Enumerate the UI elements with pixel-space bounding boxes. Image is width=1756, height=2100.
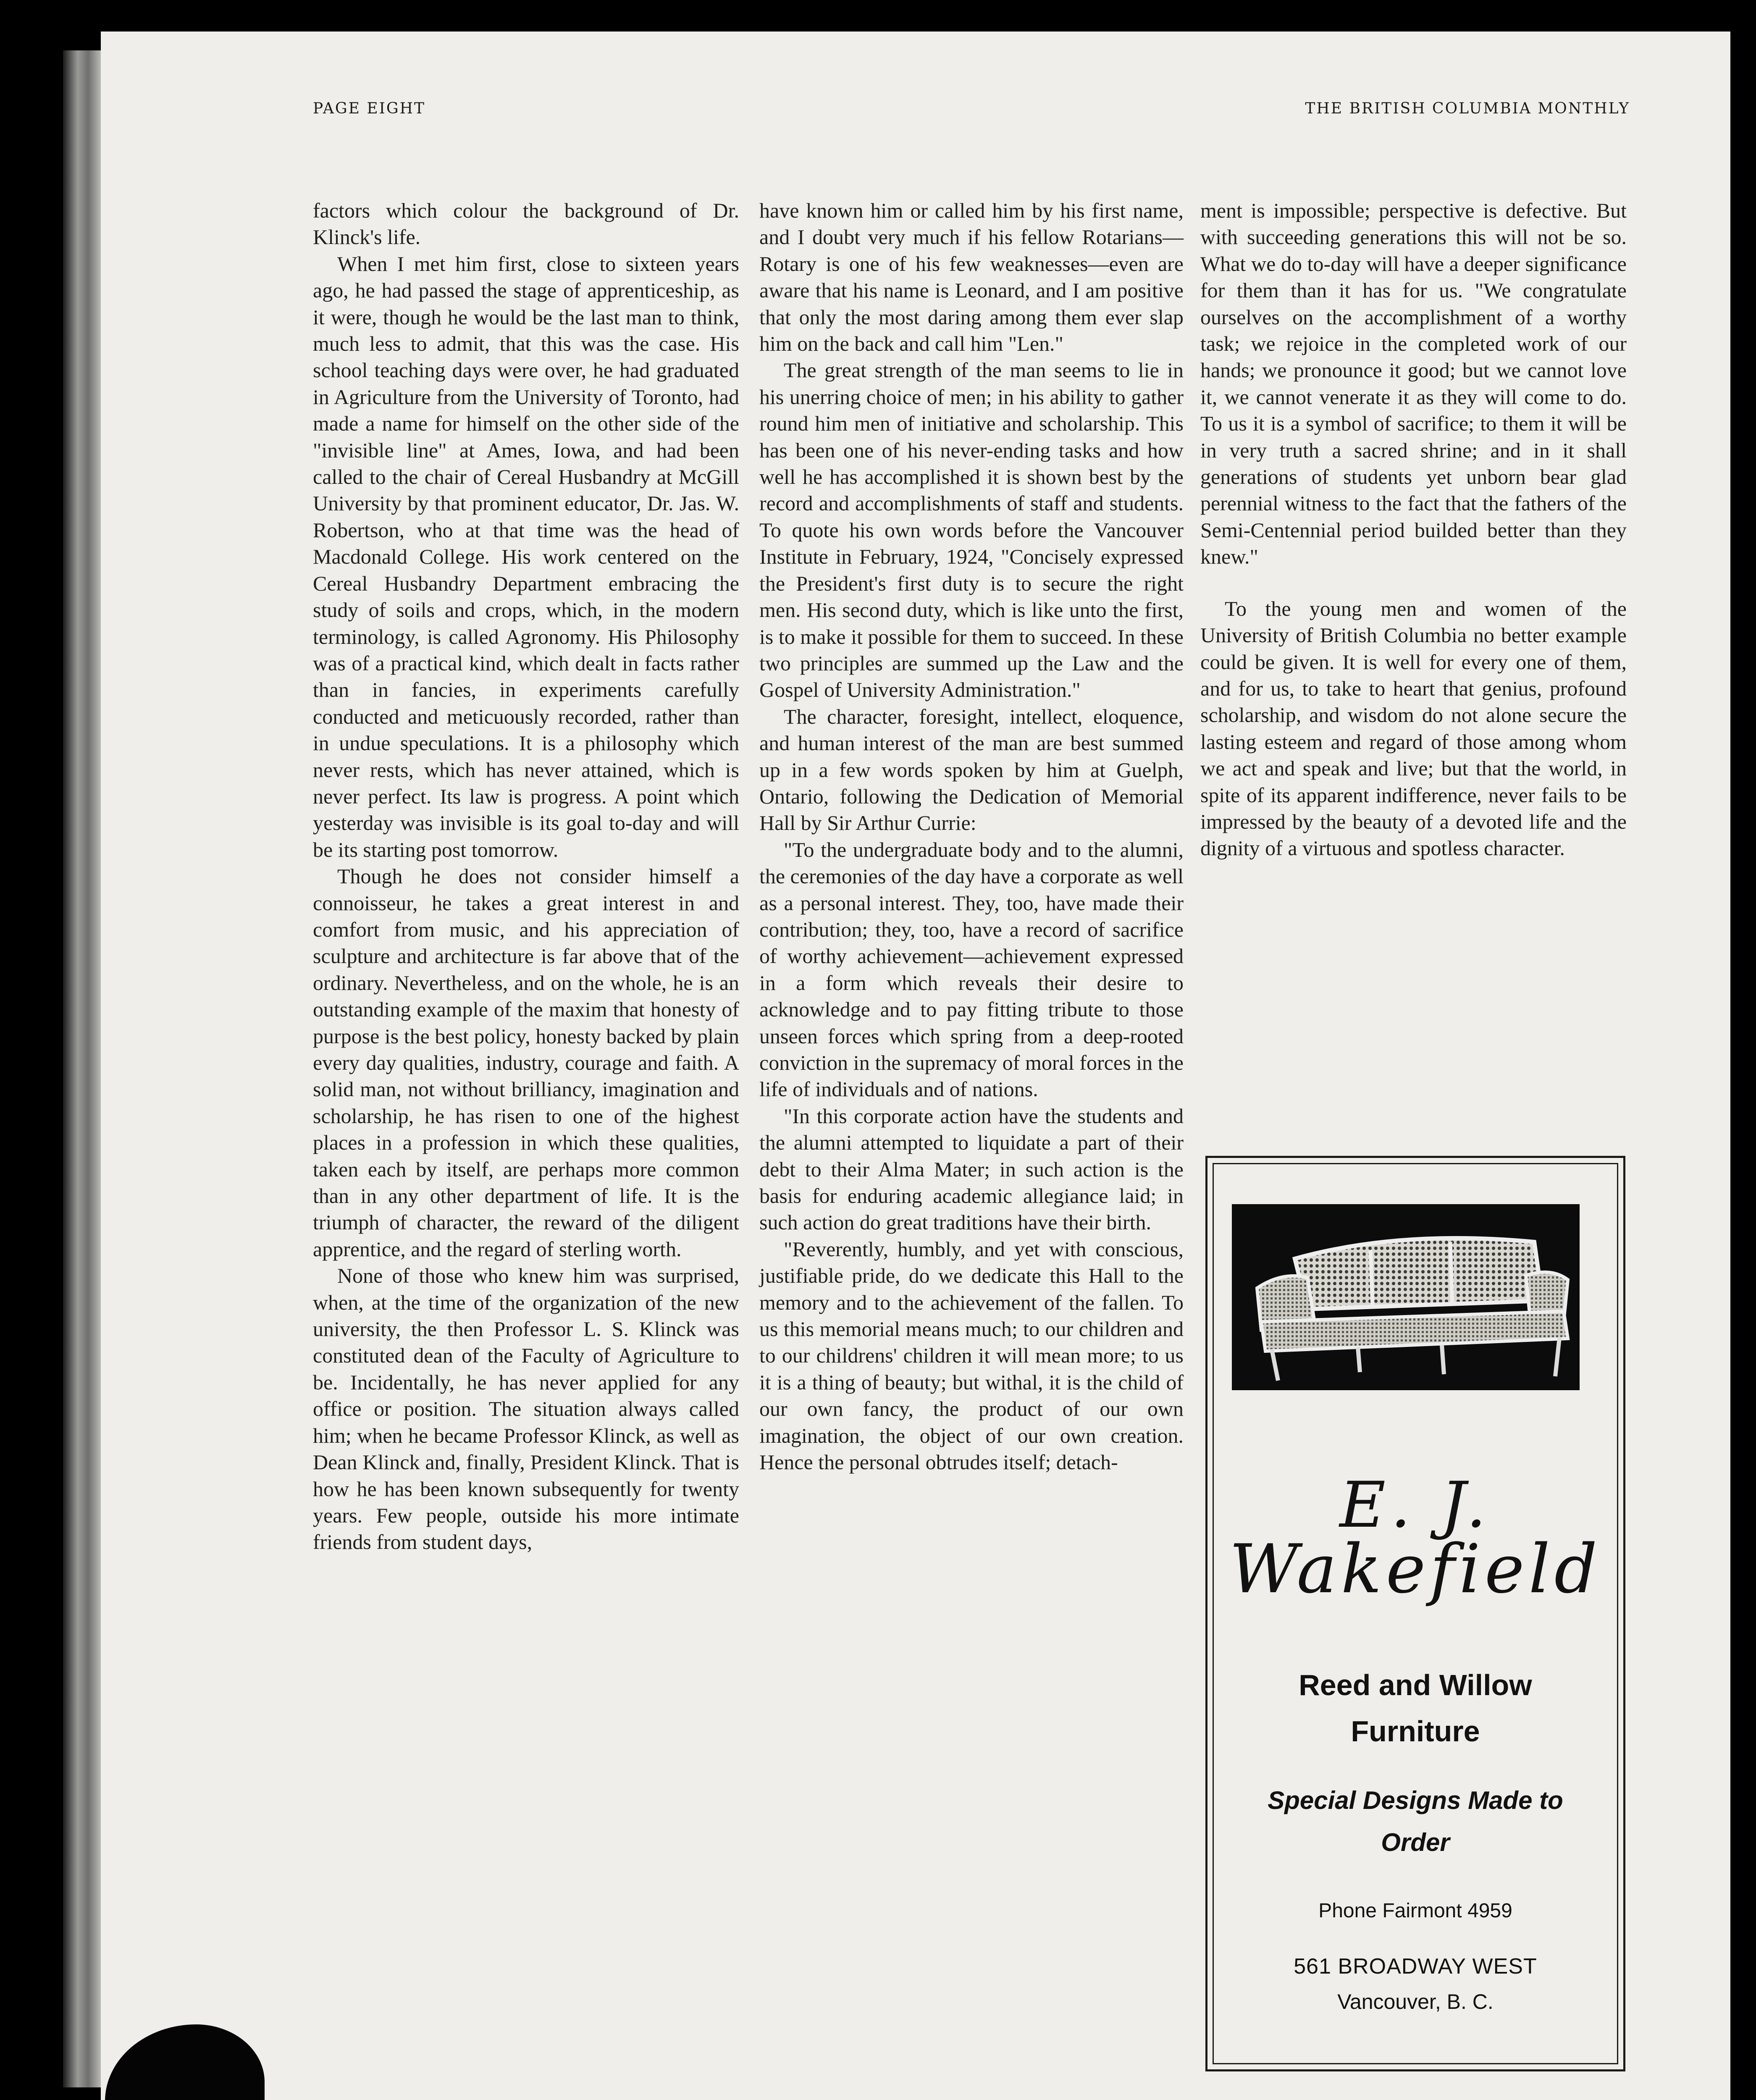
- paragraph: None of those who knew him was surprised, when, at the time of the organization of the new university, the then Professor L. S. Klinck was constituted dean of the Faculty of Agriculture to be. Incidentally, he has never applied for any office or position. The situation always called him; when he became Professor Klinck, as well as Dean Klinck and, finally, President Klinck. That is how he has been known subsequently for twenty years. Few people, outside his more intimate friends from student days,: [313, 1264, 739, 1554]
- paragraph: have known him or called him by his first name, and I doubt very much if his fellow Rotarians—Rotary is one of his few weaknesses—even are aware that his name is Leonard, and I am positive that only the most daring among them ever slap him on the back and call him "Len.": [759, 199, 1184, 356]
- ad-address: 561 BROADWAY WEST: [1294, 1954, 1537, 1979]
- quote-paragraph: ment is impossible; perspective is defective. But with succeeding generations this will not be so. What we do to-day will have a deeper significance for them than it has for us. "We congratulate ourselves on the accomplishment of a worthy task; we rejoice in the completed work of our hands; we pronounce it good; but we cannot love it, we cannot venerate it as they will come to do. To us it is a symbol of sacrifice; to them it will be in very truth a sacred shrine; and in it shall generations of students yet unborn bear glad perennial witness to the fact that the fathers of the Semi-Centennial period builded better than they knew.": [1200, 199, 1627, 569]
- paragraph: The great strength of the man seems to lie in his unerring choice of men; in his ability to gather round him men of initiative and scholarship. This has been one of his never-ending tasks and how well he has accomplished it is shown best by the record and accomplishments of staff and students. To quote his own words before the Vancouver Institute in February, 1924, "Concisely expressed the President's first duty is to secure the right men. His second duty, which is like unto the first, is to make it possible for them to succeed. In these two principles are summed up the Law and the Gospel of University Administration.": [759, 358, 1184, 702]
- ad-city: Vancouver, B. C.: [1337, 1990, 1494, 2013]
- journal-title-header: THE BRITISH COLUMBIA MONTHLY: [1305, 100, 1630, 117]
- quote-paragraph: "In this corporate action have the students and the alumni attempted to liquidate a part of their debt to their Alma Mater; in such action is the basis for enduring academic allegiance laid; in such action do great traditions have their birth.: [759, 1104, 1184, 1234]
- quote-paragraph: "To the undergraduate body and to the alumni, the ceremonies of the day have a corporate as well as a personal interest. They, too, have made their contribution; they, too, have a record of sacrifice of worthy achievement—achievement expressed in a form which reveals their desire to acknowledge and to pay fitting tribute to those unseen forces which spring from a deep-rooted conviction in the supremacy of moral forces in the life of individuals and of nations.: [759, 837, 1184, 1101]
- text-column-1: [313, 197, 739, 1556]
- paragraph: factors which colour the background of Dr. Klinck's life.: [313, 199, 739, 249]
- paragraph: When I met him first, close to sixteen years ago, he had passed the stage of apprenticeship, as it were, though he would be the last man to think, much less to admit, that this was the case. His school teaching days were over, he had graduated in Agriculture from the University of Toronto, had made a name for himself on the other side of the "invisible line" at Ames, Iowa, and had been called to the chair of Cereal Husbandry at McGill University by that prominent educator, Dr. Jas. W. Robertson, who at that time was the head of Macdonald College. His work centered on the Cereal Husbandry Department embracing the study of soils and crops, which, in the modern terminology, is called Agronomy. His Philosophy was of a practical kind, which dealt in facts rather than in fancies, in experiments carefully conducted and meticuously recorded, rather than in undue speculations. It is a philosophy which never rests, which has never attained, which is never perfect. Its law is progress. A point which yesterday was invisible is its goal to-day and will be its starting post tomorrow.: [313, 252, 739, 861]
- paragraph: Though he does not consider himself a connoisseur, he takes a great interest in and comfort from music, and his appreciation of sculpture and architecture is far above that of the ordinary. Nevertheless, and on the whole, he is an outstanding example of the maxim that honesty of purpose is the best policy, honesty backed by plain every day qualities, industry, courage and faith. A solid man, not without brilliancy, imagination and scholarship, he has risen to one of the highest places in a profession in which these qualities, taken each by itself, are perhaps more common than in any other department of life. It is the triumph of character, the reward of the diligent apprentice, and the regard of sterling worth.: [313, 864, 739, 1261]
- settee-illustration: [1232, 1204, 1580, 1390]
- ad-special-designs: [1207, 1780, 1623, 1864]
- ad-tagline: [1207, 1662, 1623, 1754]
- text-column-2: [759, 197, 1184, 1476]
- quote-paragraph: "Reverently, humbly, and yet with conscious, justifiable pride, do we dedicate this Hall to the memory and to the achievement of the fallen. To us this memorial means much; to our children and to our childrens' children it will mean more; to us it is a thing of beauty; but withal, it is the child of our own fancy, the product of our own imagination, the object of our own creation. Hence the personal obtrudes itself; detach-: [759, 1237, 1184, 1474]
- text-column-3: [1200, 197, 1627, 862]
- wakefield-advertisement: [1205, 1156, 1625, 2071]
- paragraph: To the young men and women of the University of British Columbia no better example could be given. It is well for every one of them, and for us, to take to heart that genius, profound scholarship, and wisdom do not alone secure the lasting esteem and regard of those among whom we act and speak and live; but that the world, in spite of its apparent indifference, never fails to be impressed by the beauty of a devoted life and the dignity of a virtuous and spotless character.: [1200, 596, 1627, 860]
- ad-name-initials: E. J.: [1339, 1469, 1491, 1542]
- ad-tagline-text: Reed and Willow Furniture: [1299, 1669, 1532, 1748]
- ad-name-surname: Wakefield: [1229, 1530, 1602, 1608]
- paragraph: The character, foresight, intellect, eloquence, and human interest of the man are best summed up in a few words spoken by him at Guelph, Ontario, following the Dedication of Memorial Hall by Sir Arthur Currie:: [759, 704, 1184, 835]
- ad-special-text: Special Designs Made to Order: [1268, 1786, 1563, 1856]
- wicker-settee-photo: [1232, 1204, 1580, 1390]
- ad-phone: Phone Fairmont 4959: [1318, 1900, 1512, 1922]
- page-number-header: PAGE EIGHT: [313, 100, 426, 117]
